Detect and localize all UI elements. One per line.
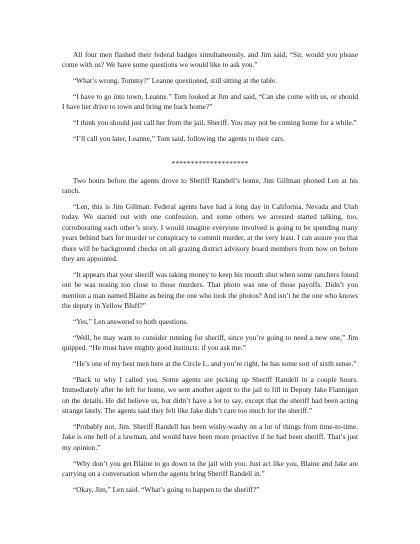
section-separator: ******************** bbox=[171, 159, 249, 169]
paragraph: “Len, this is Jim Gillman. Federal agents have had a long day in California, Nevada and Utah today. We started out with one confession, and some others we arrested started talking, too, corroborating each other’s story. I would imagine everyone involved is going to be spending many years behind bars for murder or conspiracy to commit murder, at the very least. I can assure you that there will be background checks on all grazing district advisory board members from now on before they are appointed. bbox=[62, 202, 358, 264]
paragraph: “Back to why I called you. Some agents are picking up Sheriff Randell in a couple hours. Immediately after he left for home, we sent another agent to the jail to fill in Deputy Jake Flannigan on the details. He did believe us, but didn’t have a lot to say, except that the sheriff had been acting strange lately. The agents said they felt like Jake didn’t care too much for the sheriff.” bbox=[62, 374, 358, 416]
paragraph: “I think you should just call her from the jail, Sheriff. You may not be coming home for a while.” bbox=[73, 118, 357, 128]
paragraph: “I’ll call you later, Leanne,” Tom said, following the agents to their cars. bbox=[73, 133, 285, 143]
paragraph: “Okay, Jim,” Len said. “What’s going to happen to the sheriff?” bbox=[73, 484, 260, 494]
page-text bbox=[62, 50, 358, 501]
paragraph: “Probably not, Jim. Sheriff Randell has been wishy-washy on a lot of things from time-to-time. Jake is one hell of a lawman, and would have been more proactive if he had been sheriff. That’s just my opinion.” bbox=[62, 421, 358, 452]
paragraph: Two hours before the agents drove to Sheriff Randell’s home, Jim Gillman phoned Len at his ranch. bbox=[62, 175, 358, 196]
paragraph: “What’s wrong, Tommy?” Leanne questioned, still sitting at the table. bbox=[73, 76, 278, 86]
paragraph: “Well, he may want to consider running for sheriff, since you’re going to need a new one,” Jim quipped. “He must have mighty good instincts, if you ask me.” bbox=[62, 332, 358, 353]
paragraph: All four men flashed their federal badges simultaneously, and Jim said, “Sir, would you please come with us? We have some questions we would like to ask you.” bbox=[62, 50, 358, 70]
paragraph: “Yes,” Len answered to both questions. bbox=[73, 317, 188, 327]
paragraph: “It appears that your sheriff was taking money to keep his mouth shut when some ranchers found out he was nosing too close to those murders. That photo was one of those payoffs. Didn’t you mention a man named Blaine as being the one who took the photos? And isn’t he the one who knows the deputy in Yellow Bluff?” bbox=[62, 270, 358, 311]
paragraph: “Why don’t you get Blaine to go down to the jail with you. Just act like you, Blaine and Jake are carrying on a conversation when the agents bring Sheriff Randell in.” bbox=[62, 458, 358, 479]
paragraph: “He’s one of my best men here at the Circle L, and you’re right, he has some sort of sixth sense.” bbox=[73, 359, 357, 369]
paragraph: “I have to go into town, Leanne.” Tom looked at Jim and said, “Can she come with us, or should I have her drive to town and bring me back home?” bbox=[62, 91, 358, 112]
